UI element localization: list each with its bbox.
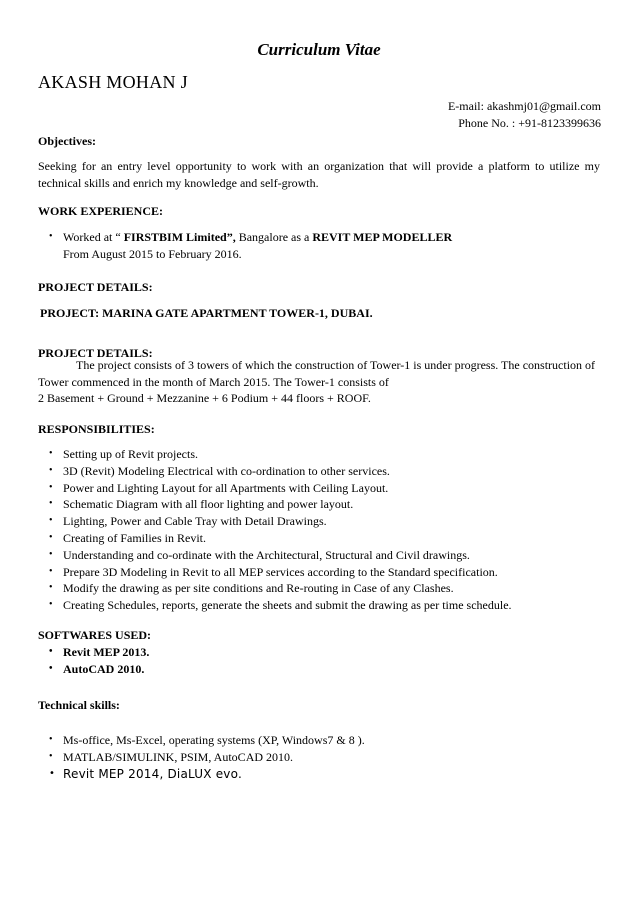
bullet-icon: • [49, 662, 53, 674]
list-item: • Power and Lighting Layout for all Apartments with Ceiling Layout. [49, 480, 389, 495]
list-item: • 3D (Revit) Modeling Electrical with co-ordination to other services. [49, 463, 390, 478]
applicant-name: AKASH MOHAN J [38, 72, 188, 92]
technical-skills-list [49, 732, 365, 782]
bullet-icon: • [49, 750, 53, 762]
softwares-list [49, 644, 150, 678]
list-item: • Revit MEP 2014, DiaLUX evo. [49, 766, 242, 781]
work-experience-heading: WORK EXPERIENCE: [38, 204, 164, 218]
list-item: • Prepare 3D Modeling in Revit to all MEP services according to the Standard specification. [49, 564, 498, 579]
project-desc-line-3: 2 Basement + Ground + Mezzanine + 6 Podium + 44 floors + ROOF. [38, 391, 371, 405]
document-title: Curriculum Vitae [257, 40, 381, 59]
work-location: Bangalore as a [235, 230, 313, 244]
bullet-icon: • [49, 565, 53, 577]
list-item: • Ms-office, Ms-Excel, operating systems (XP, Windows7 & 8 ). [49, 733, 365, 747]
bullet-icon: • [49, 734, 53, 745]
project-desc-line-1: The project consists of 3 towers of which the construction of Tower-1 is under progress. The construction of [76, 358, 596, 372]
technical-skills-heading: Technical skills: [38, 698, 120, 712]
work-item [49, 229, 453, 246]
work-list [49, 229, 453, 263]
phone-line: Phone No. : +91-8123399636 [458, 116, 601, 130]
responsibilities-heading: RESPONSIBILITIES: [38, 422, 155, 436]
bullet-icon: • [49, 498, 53, 510]
project-details-heading-2: PROJECT DETAILS: [38, 346, 153, 360]
bullet-icon: • [49, 231, 53, 242]
bullet-icon: • [49, 582, 53, 594]
work-prefix: Worked at “ [63, 230, 124, 244]
bullet-icon: • [49, 531, 53, 543]
list-item: • Setting up of Revit projects. [49, 447, 198, 461]
bullet-icon: • [49, 767, 56, 779]
list-item: • AutoCAD 2010. [49, 661, 145, 676]
bullet-icon: • [49, 548, 53, 560]
list-item: • Creating Schedules, reports, generate the sheets and submit the drawing as per time schedule. [49, 598, 512, 613]
email-line: E-mail: akashmj01@gmail.com [447, 99, 601, 113]
work-period: From August 2015 to February 2016. [63, 246, 242, 261]
list-item: • Understanding and co-ordinate with the Architectural, Structural and Civil drawings. [49, 547, 470, 562]
list-item: • MATLAB/SIMULINK, PSIM, AutoCAD 2010. [49, 749, 294, 764]
objectives-heading: Objectives: [38, 134, 96, 148]
list-item: • Revit MEP 2013. [49, 645, 150, 659]
bullet-icon: • [49, 481, 53, 493]
project-title: PROJECT: MARINA GATE APARTMENT TOWER-1, DUBAI. [40, 306, 373, 320]
list-item: • Modify the drawing as per site conditions and Re-routing in Case of any Clashes. [49, 581, 454, 596]
list-item: • Schematic Diagram with all floor lighting and power layout. [49, 497, 354, 512]
responsibilities-list [49, 446, 512, 614]
work-role: REVIT MEP MODELLER [312, 230, 453, 244]
work-company: FIRSTBIM Limited”, [123, 230, 236, 244]
bullet-icon: • [49, 515, 53, 527]
softwares-heading: SOFTWARES USED: [38, 628, 152, 642]
bullet-icon: • [49, 464, 53, 476]
list-item: • Creating of Families in Revit. [49, 530, 206, 545]
project-details-heading: PROJECT DETAILS: [38, 280, 153, 294]
bullet-icon: • [49, 599, 53, 611]
objectives-text: Seeking for an entry level opportunity to work with an organization that will provide a platform to utilize my technical skills and enrich my knowledge and self-growth. [38, 159, 600, 190]
list-item: • Lighting, Power and Cable Tray with Detail Drawings. [49, 514, 327, 529]
bullet-icon: • [49, 448, 53, 459]
bullet-icon: • [49, 646, 53, 657]
project-desc-line-2: Tower commenced in the month of March 2015. The Tower-1 consists of [38, 375, 389, 389]
